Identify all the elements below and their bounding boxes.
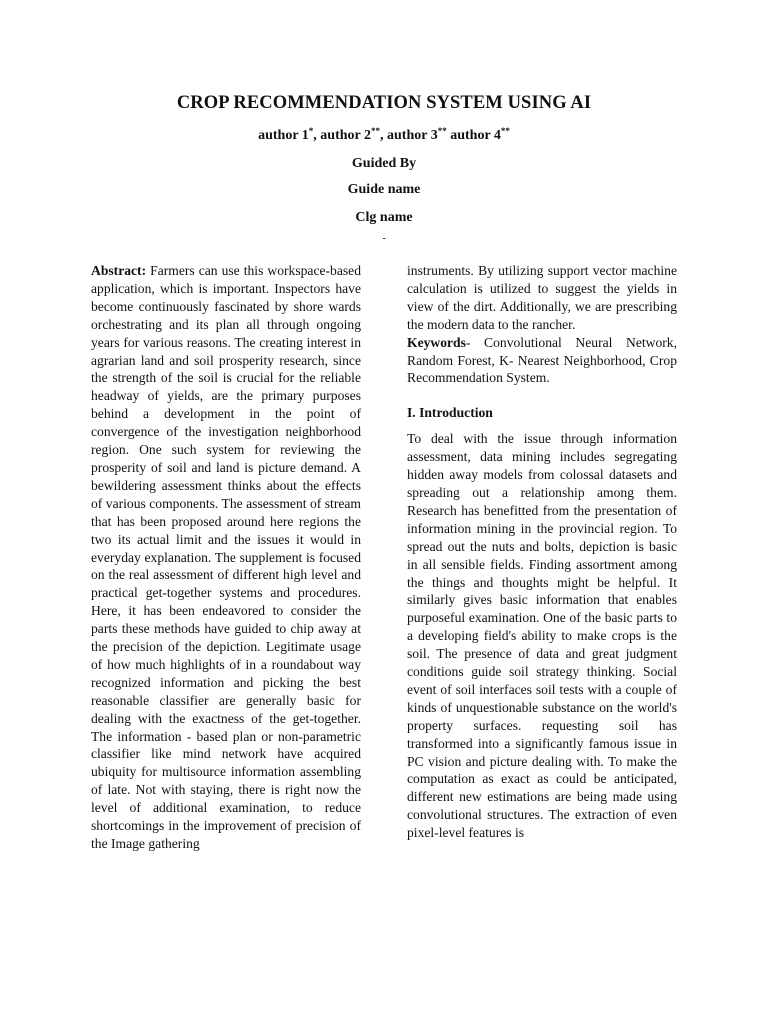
- author-line: [0, 128, 768, 144]
- header-separator: -: [382, 233, 386, 244]
- guided-by-label: Guided By: [351, 156, 417, 171]
- author-3: [387, 128, 450, 143]
- author-name: author 1: [258, 128, 309, 143]
- author-1: [258, 128, 320, 143]
- abstract-continued: instruments. By utilizing support vector machine calculation is utilized to suggest the yields in view of the dirt. Additionally, we are prescribing the modern data to the rancher.: [407, 263, 677, 332]
- author-affiliation-mark: *: [308, 126, 314, 136]
- keywords-paragraph: [407, 334, 677, 388]
- abstract-text: Farmers can use this workspace-based application, which is important. Inspectors have become continuously fascinated by shore wards orchestrating and its plan all through ongoing years for various reasons. The creating interest in agrarian land and soil prosperity research, since the strength of the soil is crucial for the reliable headway of yields, are the primary purposes behind a development in the point of convergence of the investigation neighborhood region. One such system for reviewing the prosperity of soil and land is picture demand. A bewildering assessment thinks about the effects of various components. The assessment of stream that has been proposed around here regions the two its actual limit and the issues it would in everyday explanation. The supplement is focused on the real assessment of different high level and practical get-together systems and procedures. Here, it has been endeavored to consider the parts these methods have guided to chip away at the precision of the depiction. Legitimate usage of how much highlights of in a roundabout way recognized information and picking the best reasonable classifier are generally basic for dealing with the exactness of the get-together. The information - based plan or non-parametric classifier like mind network have acquired ubiquity for multisource information assembling of late. Not with staying, there is right now the level of additional examination, to reduce shortcomings in the improvement of precision of the Image gathering: [91, 263, 361, 851]
- author-name: author 4: [450, 128, 501, 143]
- author-name: author 3: [387, 128, 438, 143]
- author-affiliation-mark: **: [500, 126, 510, 136]
- keywords-text: - Convolutional Neural Network, Random Forest, K- Nearest Neighborhood, Crop Recommendation System.: [407, 334, 677, 386]
- introduction-text: To deal with the issue through information assessment, data mining includes segregating hidden away models from colossal datasets and spreading out a relationship among them. Research has benefitted from the presentation of information mining in the provincial region. To spread out the nuts and bolts, depiction is basic in all sensible fields. Finding assortment among the things and thoughts might be helpful. It similarly gives basic information that enables purposeful examination. One of the basic parts to a developing field's ability to make crops is the soil. The presence of data and great judgment conditions guide soil strategy thinking. Social event of soil interfaces soil tests with a couple of kinds of unquestionable substance on the world's property surfaces. requesting soil has transformed into a significantly famous issue in PC vision and picture dealing with. To make the computation as exact as could be anticipated, different new estimations are being made using convolutional structures. The extraction of even pixel-level features is: [407, 431, 677, 841]
- author-affiliation-mark: **: [371, 126, 380, 136]
- college-name: Clg name: [355, 210, 413, 225]
- guide-name: Guide name: [347, 182, 421, 197]
- author-separator: ,: [380, 128, 387, 143]
- introduction-heading: I. Introduction: [407, 405, 493, 421]
- author-separator: ,: [313, 128, 321, 143]
- keywords-label: Keywords: [407, 334, 466, 350]
- author-2: [320, 128, 387, 143]
- left-column: [91, 262, 361, 853]
- abstract-label: Abstract:: [91, 263, 147, 278]
- author-4: [450, 128, 510, 143]
- author-affiliation-mark: **: [437, 126, 447, 136]
- abstract-paragraph: [91, 262, 361, 853]
- paper-title: CROP RECOMMENDATION SYSTEM USING AI: [176, 93, 592, 113]
- right-column: [407, 262, 677, 842]
- author-name: author 2: [320, 128, 371, 143]
